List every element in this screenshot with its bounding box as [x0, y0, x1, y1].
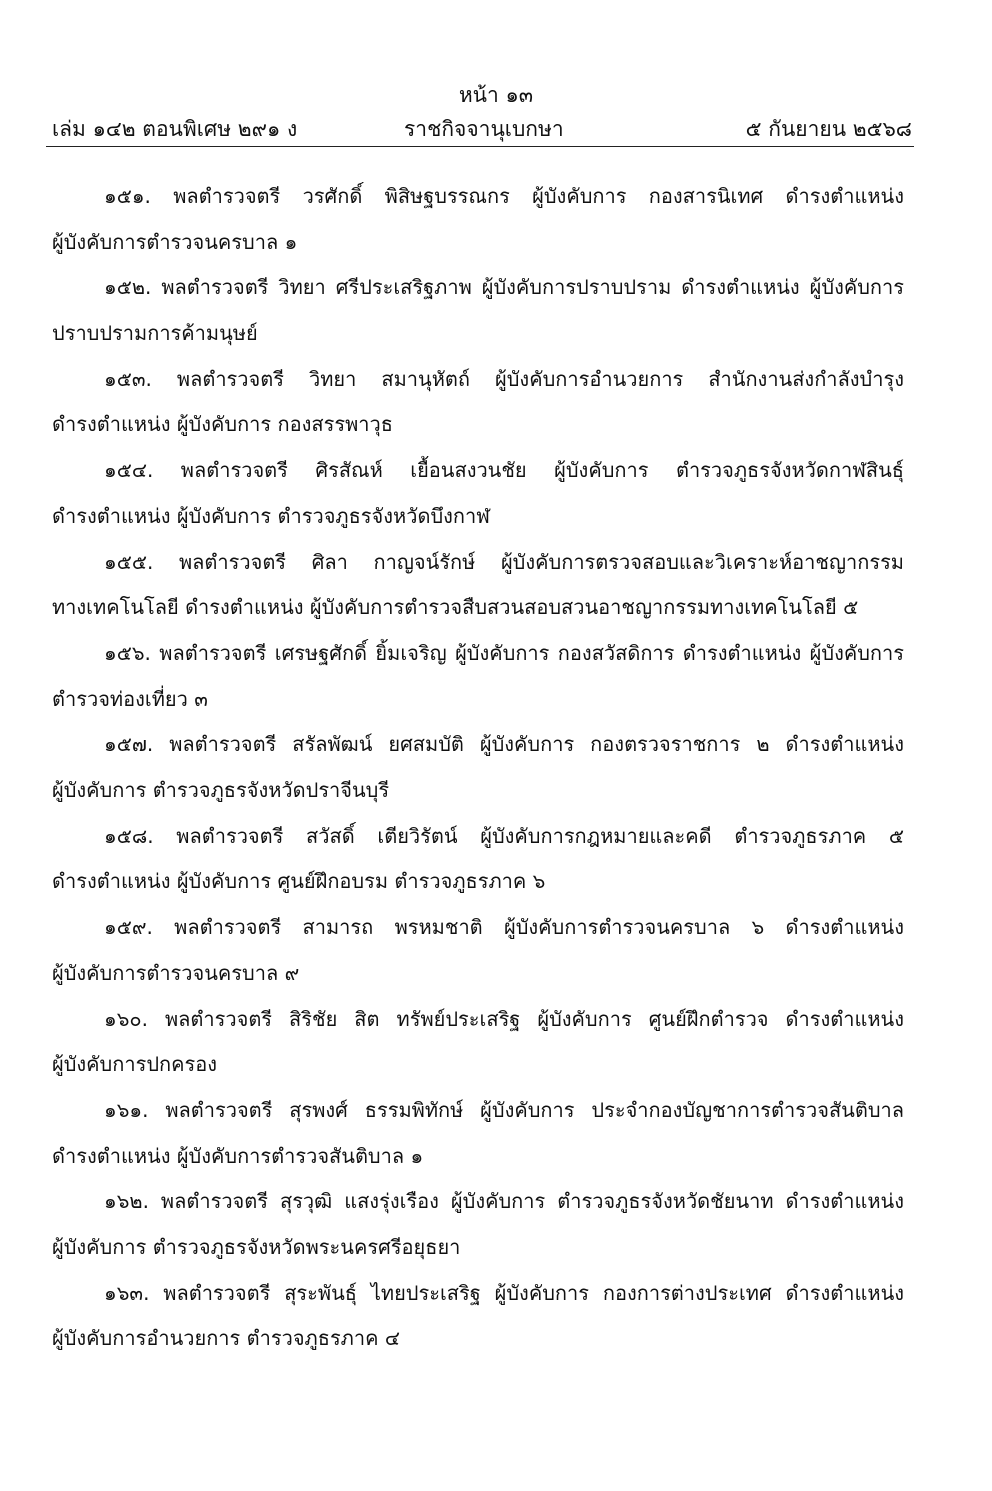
header-divider [46, 146, 914, 147]
entry-line-2: ผู้บังคับการตำรวจนครบาล ๑ [52, 229, 298, 254]
entry-line-1: ๑๖๓. พลตำรวจตรี สุระพันธุ์ ไทยประเสริฐ ผู้บังคับการ กองการต่างประเทศ ดำรงตำแหน่ง [104, 1280, 904, 1305]
entry-line-2: ปราบปรามการค้ามนุษย์ [52, 321, 258, 346]
appointment-entry-154 [52, 448, 904, 539]
appointment-entry-151 [52, 174, 904, 265]
volume-issue: เล่ม ๑๔๒ ตอนพิเศษ ๒๙๑ ง [52, 117, 298, 141]
entry-line-2: ดำรงตำแหน่ง ผู้บังคับการตำรวจสันติบาล ๑ [52, 1143, 424, 1168]
appointment-entry-157 [52, 722, 904, 813]
appointment-entry-153 [52, 357, 904, 448]
gazette-header [48, 113, 912, 145]
publication-date: ๕ กันยายน ๒๕๖๘ [745, 117, 912, 141]
appointment-list [52, 174, 904, 1362]
entry-line-2: ผู้บังคับการปกครอง [52, 1052, 218, 1077]
entry-line-1: ๑๕๙. พลตำรวจตรี สามารถ พรหมชาติ ผู้บังคับการตำรวจนครบาล ๖ ดำรงตำแหน่ง [104, 915, 904, 940]
appointment-entry-158 [52, 814, 904, 905]
entry-line-2: ผู้บังคับการ ตำรวจภูธรจังหวัดปราจีนบุรี [52, 778, 390, 803]
entry-line-2: ผู้บังคับการ ตำรวจภูธรจังหวัดพระนครศรีอยุธยา [52, 1234, 461, 1259]
appointment-entry-156 [52, 631, 904, 722]
appointment-entry-160 [52, 997, 904, 1088]
entry-line-1: ๑๕๑. พลตำรวจตรี วรศักดิ์ พิสิษฐบรรณกร ผู้บังคับการ กองสารนิเทศ ดำรงตำแหน่ง [104, 184, 904, 208]
entry-line-1: ๑๖๑. พลตำรวจตรี สุรพงศ์ ธรรมพิทักษ์ ผู้บังคับการ ประจำกองบัญชาการตำรวจสันติบาล [104, 1097, 904, 1122]
appointment-entry-155 [52, 540, 904, 631]
appointment-entry-163 [52, 1271, 904, 1362]
entry-line-1: ๑๕๒. พลตำรวจตรี วิทยา ศรีประเสริฐภาพ ผู้บังคับการปราบปราม ดำรงตำแหน่ง ผู้บังคับการ [104, 275, 904, 300]
entry-line-2: ทางเทคโนโลยี ดำรงตำแหน่ง ผู้บังคับการตำรวจสืบสวนสอบสวนอาชญากรรมทางเทคโนโลยี ๕ [52, 595, 859, 620]
entry-line-1: ๑๕๔. พลตำรวจตรี ศิรสัณห์ เยื้อนสงวนชัย ผู้บังคับการ ตำรวจภูธรจังหวัดกาฬสินธุ์ [104, 458, 904, 483]
appointment-entry-159 [52, 905, 904, 996]
entry-line-1: ๑๕๖. พลตำรวจตรี เศรษฐศักดิ์ ยิ้มเจริญ ผู้บังคับการ กองสวัสดิการ ดำรงตำแหน่ง ผู้บังคับการ [104, 640, 904, 665]
entry-line-2: ผู้บังคับการตำรวจนครบาล ๙ [52, 960, 300, 985]
appointment-entry-152 [52, 265, 904, 356]
entry-line-1: ๑๕๕. พลตำรวจตรี ศิลา กาญจน์รักษ์ ผู้บังคับการตรวจสอบและวิเคราะห์อาชญากรรม [104, 549, 904, 574]
appointment-entry-162 [52, 1179, 904, 1270]
entry-line-1: ๑๕๘. พลตำรวจตรี สวัสดิ์ เตียวิรัตน์ ผู้บังคับการกฎหมายและคดี ตำรวจภูธรภาค ๕ [104, 823, 904, 848]
entry-line-2: ดำรงตำแหน่ง ผู้บังคับการ ตำรวจภูธรจังหวัดบึงกาฬ [52, 503, 490, 528]
entry-line-2: ดำรงตำแหน่ง ผู้บังคับการ ศูนย์ฝึกอบรม ตำรวจภูธรภาค ๖ [52, 869, 546, 894]
entry-line-1: ๑๖๐. พลตำรวจตรี สิริชัย สิต ทรัพย์ประเสริฐ ผู้บังคับการ ศูนย์ฝึกตำรวจ ดำรงตำแหน่ง [104, 1006, 904, 1031]
gazette-title: ราชกิจจานุเบกษา [404, 117, 564, 141]
entry-line-1: ๑๕๗. พลตำรวจตรี สรัลพัฒน์ ยศสมบัติ ผู้บังคับการ กองตรวจราชการ ๒ ดำรงตำแหน่ง [104, 732, 904, 757]
appointment-entry-161 [52, 1088, 904, 1179]
entry-line-2: ผู้บังคับการอำนวยการ ตำรวจภูธรภาค ๔ [52, 1326, 400, 1351]
entry-line-1: ๑๖๒. พลตำรวจตรี สุรวุฒิ แสงรุ่งเรือง ผู้บังคับการ ตำรวจภูธรจังหวัดชัยนาท ดำรงตำแหน่ง [104, 1189, 904, 1214]
entry-line-2: ดำรงตำแหน่ง ผู้บังคับการ กองสรรพาวุธ [52, 412, 393, 437]
entry-line-1: ๑๕๓. พลตำรวจตรี วิทยา สมานุหัตถ์ ผู้บังคับการอำนวยการ สำนักงานส่งกำลังบำรุง [104, 366, 904, 391]
entry-line-2: ตำรวจท่องเที่ยว ๓ [52, 686, 208, 711]
page-number: หน้า ๑๓ [458, 83, 534, 107]
